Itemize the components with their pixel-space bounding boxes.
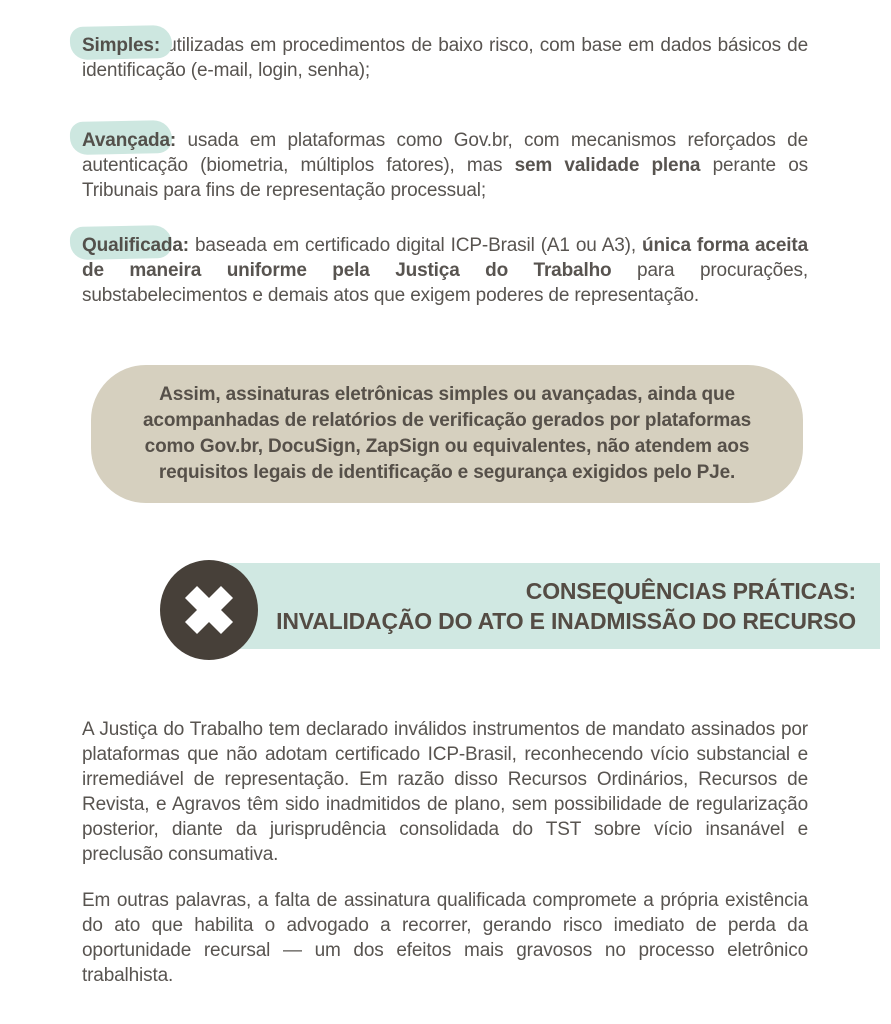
callout-text: Assim, assinaturas eletrônicas simples ou avançadas, ainda que acompanhadas de relatórios de verificação gerados por plataformas como Gov.br, DocuSign, ZapSign ou equivalentes, não atendem aos requisitos legais de identificação e segurança exigidos pelo PJe. <box>143 384 751 483</box>
paragraph-qualificada <box>82 233 808 308</box>
paragraph-text: A Justiça do Trabalho tem declarado inválidos instrumentos de mandato assinados por plataformas que não adotam certificado ICP-Brasil, reconhecendo vício substancial e irremediável de representação. Em razão disso Recursos Ordinários, Recursos de Revista, e Agravos têm sido inadmitidos de plano, sem possibilidade de regularização posterior, diante da jurisprudência consolidada do TST sobre vício insanável e preclusão consumativa. <box>82 719 808 865</box>
banner-heading <box>276 576 856 636</box>
highlighted-lead-qualificada: Qualificada: <box>82 235 189 256</box>
banner-circle <box>160 560 258 660</box>
paragraph-text: perante os Tribunais para fins de representação processual; <box>82 155 808 201</box>
bold-run: única forma aceita de maneira uniforme pela Justiça do Trabalho <box>82 235 808 281</box>
highlighted-lead-simples: Simples: <box>82 35 160 56</box>
banner-heading-line2: INVALIDAÇÃO DO ATO E INADMISSÃO DO RECURSO <box>276 608 856 634</box>
paragraph-text: utilizadas em procedimentos de baixo risco, com base em dados básicos de identificação (e-mail, login, senha); <box>82 35 808 81</box>
paragraph-em-outras-palavras <box>82 888 808 988</box>
paragraph-avancada <box>82 128 808 203</box>
paragraph-text: para procurações, substabelecimentos e demais atos que exigem poderes de representação. <box>82 260 808 306</box>
paragraph-justica <box>82 717 808 867</box>
paragraph-text: Em outras palavras, a falta de assinatura qualificada compromete a própria existência do ato que habilita o advogado a recorrer, gerando risco imediato de perda da oportunidade recursal — um dos efeitos mais gravosos no processo eletrônico trabalhista. <box>82 890 808 986</box>
paragraph-text: usada em plataformas como Gov.br, com mecanismos reforçados de autenticação (biometria, múltiplos fatores), mas <box>82 130 808 176</box>
banner-heading-line1: CONSEQUÊNCIAS PRÁTICAS: <box>525 578 856 604</box>
paragraph-simples <box>82 33 808 83</box>
consequences-banner <box>82 560 856 660</box>
callout-box <box>91 365 803 503</box>
bold-run: sem validade plena <box>514 155 701 176</box>
x-cross-icon <box>180 581 238 639</box>
highlighted-lead-avancada: Avançada: <box>82 130 177 151</box>
paragraph-text: baseada em certificado digital ICP-Brasil (A1 ou A3), <box>195 235 643 256</box>
